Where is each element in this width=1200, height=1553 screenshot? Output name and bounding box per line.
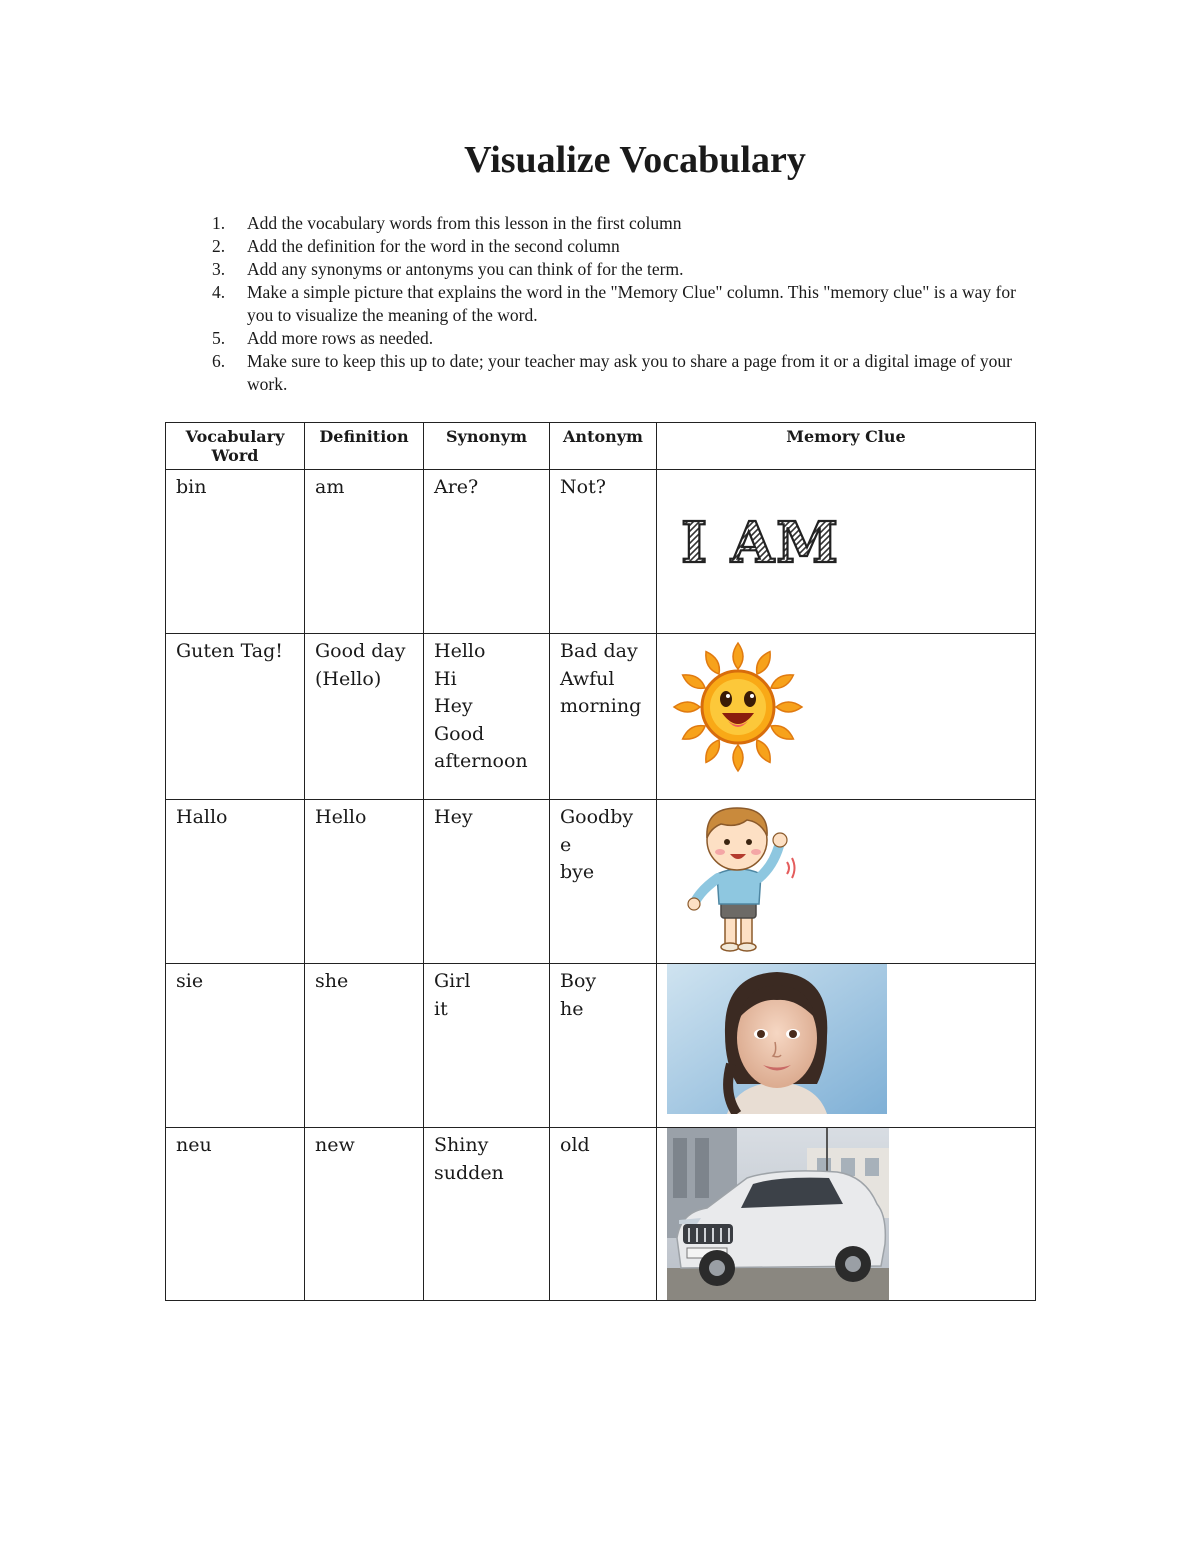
- synonym-cell: [424, 1128, 550, 1301]
- definition-cell: [305, 800, 424, 964]
- smiling-sun-icon: [671, 640, 805, 774]
- antonym-cell: [550, 964, 657, 1128]
- i-am-graphic: [681, 510, 861, 570]
- vocabulary-word-cell: bin: [166, 470, 305, 634]
- definition-line: she: [315, 970, 349, 992]
- memory-clue-cell: [657, 1128, 1036, 1301]
- column-header-synonym: Synonym: [424, 423, 550, 470]
- synonym-line: Hey: [434, 695, 473, 717]
- column-header-antonym: Antonym: [550, 423, 657, 470]
- antonym-cell: [550, 800, 657, 964]
- vocabulary-word-cell: Guten Tag!: [166, 634, 305, 800]
- table-row: [166, 964, 1036, 1128]
- girl-photo: [667, 964, 887, 1114]
- table-row: [166, 634, 1036, 800]
- instruction-item: [208, 281, 1038, 327]
- synonym-cell: [424, 634, 550, 800]
- vocabulary-word-cell: sie: [166, 964, 305, 1128]
- antonym-cell: [550, 634, 657, 800]
- synonym-line: Good: [434, 722, 485, 745]
- definition-line: Hello: [315, 806, 367, 828]
- vocabulary-word-cell: Hallo: [166, 800, 305, 964]
- definition-line: (Hello): [315, 667, 382, 690]
- vocabulary-word-cell: neu: [166, 1128, 305, 1301]
- column-header-memory-clue: Memory Clue: [657, 423, 1036, 470]
- synonym-line: Girl: [434, 970, 471, 992]
- antonym-line: Boy: [560, 970, 597, 992]
- table-row: [166, 1128, 1036, 1301]
- antonym-line: old: [560, 1134, 590, 1156]
- definition-line: Good day: [315, 640, 406, 662]
- instruction-item: [208, 258, 1038, 281]
- instruction-text: Add any synonyms or antonyms you can think of for the term.: [247, 259, 684, 279]
- instruction-number: 1.: [212, 213, 226, 233]
- memory-clue-cell: [657, 800, 1036, 964]
- instruction-number: 4.: [212, 282, 226, 302]
- instruction-text: Make a simple picture that explains the word in the "Memory Clue" column. This "memory clue" is a way for you to visualize the meaning of the word.: [247, 282, 1016, 325]
- antonym-cell: [550, 1128, 657, 1301]
- car-photo: [667, 1128, 889, 1300]
- instruction-number: 6.: [212, 351, 226, 371]
- instruction-list: [208, 212, 1038, 396]
- column-header-definition: Definition: [305, 423, 424, 470]
- definition-cell: [305, 964, 424, 1128]
- memory-clue-cell: [657, 470, 1036, 634]
- instruction-item: [208, 327, 1038, 350]
- vocabulary-table: [165, 422, 1036, 1301]
- antonym-line: Not?: [560, 476, 606, 498]
- instruction-item: [208, 350, 1038, 396]
- instruction-text: Add more rows as needed.: [247, 328, 434, 348]
- antonym-line: he: [560, 997, 584, 1020]
- table-row: [166, 470, 1036, 634]
- synonym-line: Hi: [434, 667, 457, 690]
- i-am-text: I AM: [681, 510, 841, 570]
- antonym-line: Awful: [560, 667, 615, 690]
- memory-clue-cell: [657, 964, 1036, 1128]
- definition-cell: [305, 470, 424, 634]
- synonym-cell: [424, 964, 550, 1128]
- synonym-line: afternoon: [434, 750, 528, 772]
- column-header-vocabulary-word: Vocabulary Word: [166, 423, 305, 470]
- antonym-line: bye: [560, 861, 595, 883]
- definition-line: new: [315, 1134, 355, 1156]
- page-title: Visualize Vocabulary: [464, 139, 806, 181]
- antonym-line: morning: [560, 695, 642, 717]
- antonym-cell: [550, 470, 657, 634]
- synonym-line: Are?: [434, 476, 479, 498]
- synonym-line: Hello: [434, 640, 486, 662]
- definition-cell: [305, 1128, 424, 1301]
- instruction-number: 3.: [212, 259, 226, 279]
- antonym-line: Bad day: [560, 640, 638, 662]
- definition-cell: [305, 634, 424, 800]
- instruction-number: 2.: [212, 236, 226, 256]
- waving-boy-icon: [687, 800, 797, 956]
- instruction-text: Add the definition for the word in the second column: [247, 236, 620, 256]
- instruction-text: Add the vocabulary words from this lesson in the first column: [247, 213, 682, 233]
- instruction-item: [208, 212, 1038, 235]
- definition-line: am: [315, 476, 345, 498]
- antonym-line: e: [560, 833, 572, 856]
- instruction-number: 5.: [212, 328, 226, 348]
- synonym-line: it: [434, 997, 448, 1020]
- table-header-row: [166, 423, 1036, 470]
- synonym-line: Shiny: [434, 1134, 489, 1156]
- synonym-line: Hey: [434, 806, 473, 828]
- synonym-line: sudden: [434, 1161, 504, 1184]
- antonym-line: Goodby: [560, 806, 634, 828]
- table-row: [166, 800, 1036, 964]
- memory-clue-cell: [657, 634, 1036, 800]
- instruction-text: Make sure to keep this up to date; your teacher may ask you to share a page from it or a digital image of your work.: [247, 351, 1012, 394]
- synonym-cell: [424, 800, 550, 964]
- synonym-cell: [424, 470, 550, 634]
- instruction-item: [208, 235, 1038, 258]
